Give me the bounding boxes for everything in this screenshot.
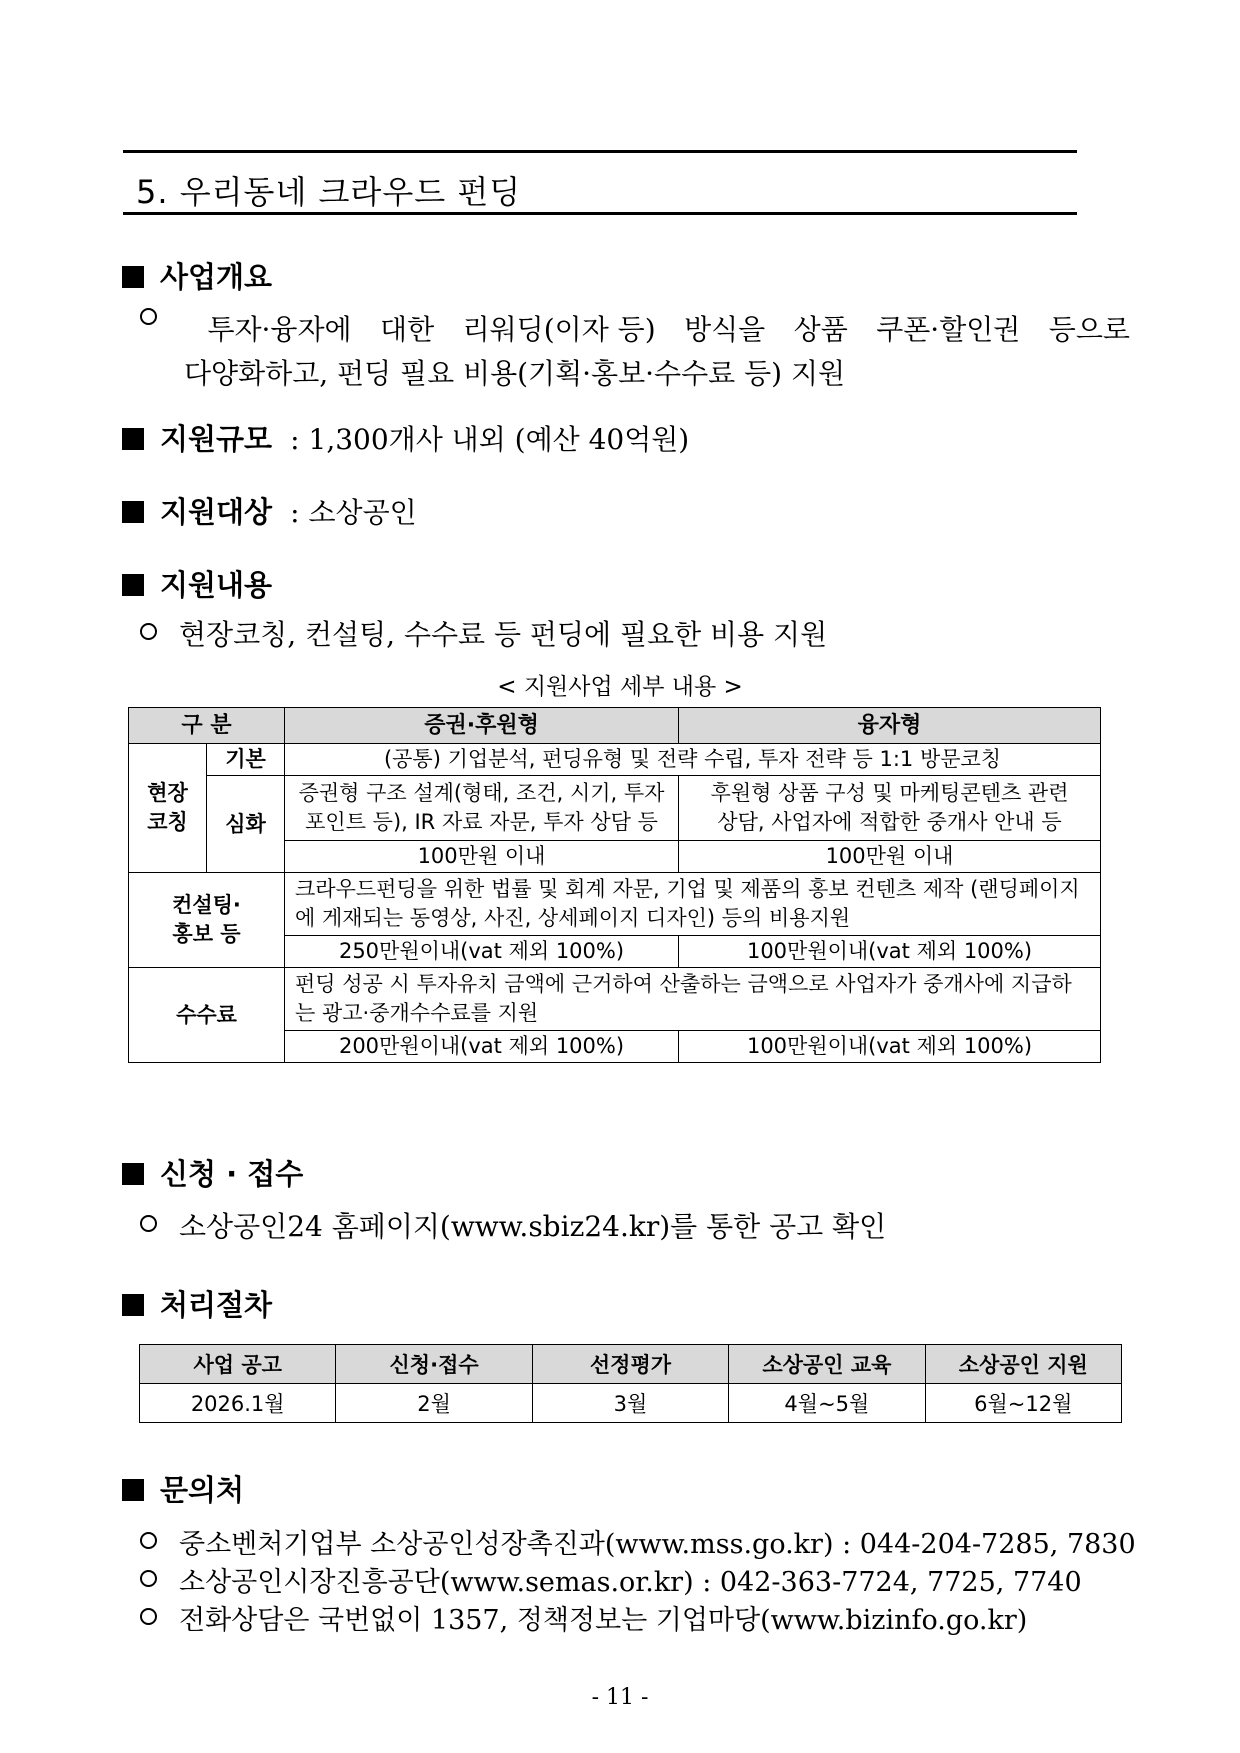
square-bullet-icon bbox=[122, 266, 144, 288]
target-text: : 소상공인 bbox=[290, 496, 417, 529]
advanced-securities: 증권형 구조 설계(형태, 조건, 시기, 투자포인트 등), IR 자료 자문, 투자 상담 등 bbox=[285, 776, 679, 841]
circle-bullet-icon bbox=[140, 1532, 157, 1549]
square-bullet-icon bbox=[122, 428, 144, 450]
scale-text: : 1,300개사 내외 (예산 40억원) bbox=[290, 423, 690, 456]
target-heading: 지원대상 : 소상공인 bbox=[122, 490, 417, 531]
procedure-date: 2026.1월 bbox=[140, 1384, 336, 1423]
basic-text: (공통) 기업분석, 펀딩유형 및 전략 수립, 투자 전략 등 1:1 방문코칭 bbox=[285, 744, 1101, 776]
basic-label: 기본 bbox=[207, 744, 285, 776]
overview-bullet bbox=[140, 308, 1130, 392]
procedure-date: 4월~5월 bbox=[729, 1384, 925, 1423]
overview-heading: 사업개요 bbox=[122, 255, 272, 296]
circle-bullet-icon bbox=[140, 1570, 157, 1587]
procedure-step: 선정평가 bbox=[532, 1345, 728, 1384]
circle-bullet-icon bbox=[140, 308, 157, 325]
detail-table bbox=[128, 707, 1101, 1063]
procedure-step: 신청·접수 bbox=[336, 1345, 532, 1384]
table-row bbox=[129, 873, 1101, 936]
content-heading: 지원내용 bbox=[122, 563, 272, 604]
apply-heading: 신청 · 접수 bbox=[122, 1152, 303, 1193]
procedure-table bbox=[139, 1344, 1122, 1423]
header-securities: 증권·후원형 bbox=[285, 708, 679, 744]
consulting-limit-loan: 100만원이내(vat 제외 100%) bbox=[679, 936, 1101, 968]
table-row bbox=[129, 776, 1101, 841]
advanced-loan: 후원형 상품 구성 및 마케팅콘텐츠 관련 상담, 사업자에 적합한 중개사 안내 등 bbox=[679, 776, 1101, 841]
procedure-step: 사업 공고 bbox=[140, 1345, 336, 1384]
title-top-rule bbox=[123, 150, 1077, 153]
apply-bullet: 소상공인24 홈페이지(www.sbiz24.kr)를 통한 공고 확인 bbox=[140, 1205, 886, 1245]
advanced-limit-securities: 100만원 이내 bbox=[285, 841, 679, 873]
contact-line-1: 중소벤처기업부 소상공인성장촉진과(www.mss.go.kr) : 044-204-7285, 7830 bbox=[140, 1522, 1136, 1561]
advanced-label: 심화 bbox=[207, 776, 285, 873]
circle-bullet-icon bbox=[140, 623, 157, 640]
scale-heading: 지원규모 : 1,300개사 내외 (예산 40억원) bbox=[122, 417, 689, 458]
square-bullet-icon bbox=[122, 501, 144, 523]
procedure-heading: 처리절차 bbox=[122, 1283, 272, 1324]
fee-limit-securities: 200만원이내(vat 제외 100%) bbox=[285, 1031, 679, 1063]
square-bullet-icon bbox=[122, 574, 144, 596]
table-row bbox=[129, 968, 1101, 1031]
contact-line-3: 전화상담은 국번없이 1357, 정책정보는 기업마당(www.bizinfo.go.kr) bbox=[140, 1598, 1027, 1637]
title-bottom-rule bbox=[123, 212, 1077, 215]
circle-bullet-icon bbox=[140, 1608, 157, 1625]
contact-line-2: 소상공인시장진흥공단(www.semas.or.kr) : 042-363-7724, 7725, 7740 bbox=[140, 1560, 1082, 1599]
square-bullet-icon bbox=[122, 1479, 144, 1501]
procedure-header-row bbox=[140, 1345, 1122, 1384]
fee-label: 수수료 bbox=[129, 968, 285, 1063]
coaching-label: 현장 코칭 bbox=[129, 744, 207, 873]
advanced-limit-loan: 100만원 이내 bbox=[679, 841, 1101, 873]
table-row bbox=[129, 744, 1101, 776]
overview-line-2: 다양화하고, 펀딩 필요 비용(기획·홍보·수수료 등) 지원 bbox=[184, 357, 846, 390]
square-bullet-icon bbox=[122, 1294, 144, 1316]
circle-bullet-icon bbox=[140, 1215, 157, 1232]
fee-limit-loan: 100만원이내(vat 제외 100%) bbox=[679, 1031, 1101, 1063]
procedure-step: 소상공인 지원 bbox=[925, 1345, 1121, 1384]
content-bullet: 현장코칭, 컨설팅, 수수료 등 펀딩에 필요한 비용 지원 bbox=[140, 613, 827, 653]
table-caption: < 지원사업 세부 내용 > bbox=[497, 674, 743, 700]
procedure-step: 소상공인 교육 bbox=[729, 1345, 925, 1384]
page-number: - 11 - bbox=[591, 1685, 649, 1710]
procedure-date-row bbox=[140, 1384, 1122, 1423]
table-header-row bbox=[129, 708, 1101, 744]
consulting-label: 컨설팅· 홍보 등 bbox=[129, 873, 285, 968]
contact-heading: 문의처 bbox=[122, 1468, 244, 1509]
section-title: 5. 우리동네 크라우드 펀딩 bbox=[136, 173, 522, 211]
procedure-date: 6월~12월 bbox=[925, 1384, 1121, 1423]
square-bullet-icon bbox=[122, 1163, 144, 1185]
procedure-date: 3월 bbox=[532, 1384, 728, 1423]
consulting-limit-securities: 250만원이내(vat 제외 100%) bbox=[285, 936, 679, 968]
fee-text: 펀딩 성공 시 투자유치 금액에 근거하여 산출하는 금액으로 사업자가 중개사에 지급하는 광고·중개수수료를 지원 bbox=[285, 968, 1101, 1031]
consulting-text: 크라우드펀딩을 위한 법률 및 회계 자문, 기업 및 제품의 홍보 컨텐츠 제작 (랜딩페이지에 게재되는 동영상, 사진, 상세페이지 디자인) 등의 비용지원 bbox=[285, 873, 1101, 936]
header-loan: 융자형 bbox=[679, 708, 1101, 744]
overview-line-1: 투자·융자에 대한 리워딩(이자 등) 방식을 상품 쿠폰·할인권 등으로 bbox=[140, 308, 1130, 348]
header-category: 구 분 bbox=[129, 708, 285, 744]
procedure-date: 2월 bbox=[336, 1384, 532, 1423]
